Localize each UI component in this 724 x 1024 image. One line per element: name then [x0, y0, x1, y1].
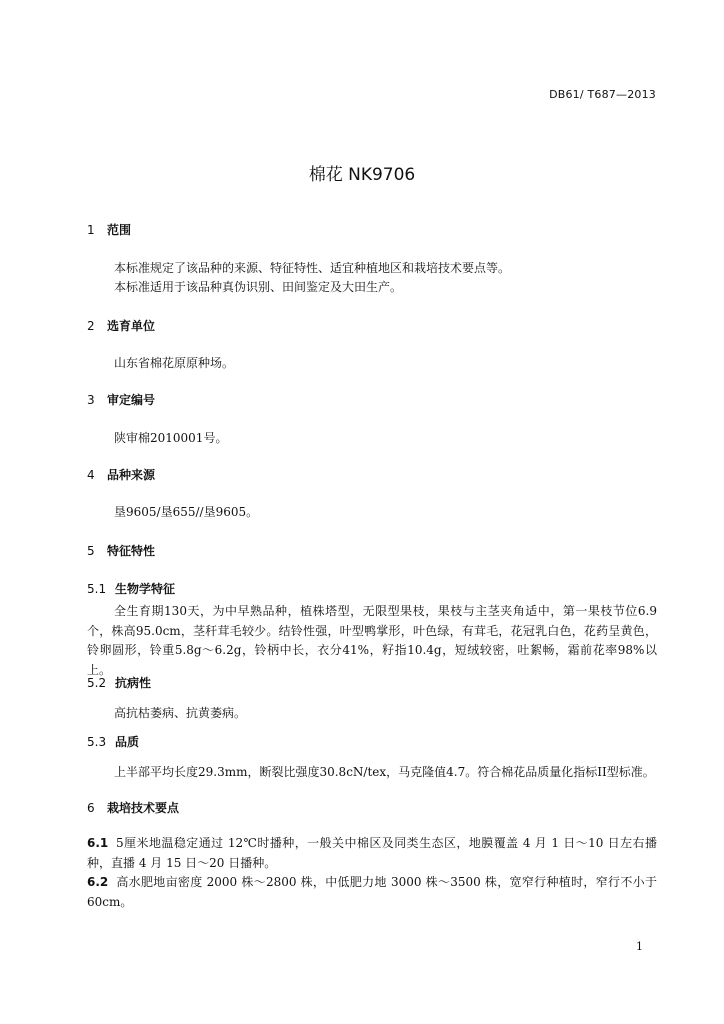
clause-number: 6.2: [87, 875, 109, 889]
paragraph: 山东省棉花原原种场。: [114, 356, 235, 370]
section-title: 生物学特征: [115, 582, 176, 596]
section-heading-approval-number: [87, 391, 155, 408]
section-heading-scope: [87, 221, 131, 238]
section-title: 审定编号: [107, 393, 156, 407]
section-title: 范围: [107, 223, 132, 237]
section-title: 特征特性: [107, 544, 156, 558]
page-title: 棉花 NK9706: [308, 165, 416, 185]
section-number: 5.3: [87, 735, 107, 749]
subsection-heading-disease-resistance: [87, 674, 151, 691]
page-number: 1: [636, 940, 643, 953]
paragraph-density: [87, 873, 657, 912]
section-title: 选育单位: [107, 319, 156, 333]
section-title: 品质: [115, 735, 140, 749]
paragraph: 本标准规定了该品种的来源、特征特性、适宜种植地区和栽培技术要点等。: [114, 261, 511, 275]
section-heading-origin: [87, 466, 155, 483]
paragraph: 本标准适用于该品种真伪识别、田间鉴定及大田生产。: [114, 280, 403, 294]
section-heading-cultivation: [87, 799, 179, 816]
section-title: 抗病性: [115, 676, 152, 690]
clause-text: 高水肥地亩密度 2000 株～2800 株，中低肥力地 3000 株～3500 株，宽窄行种植时，窄行不小于 60cm。: [87, 875, 657, 909]
paragraph: 陕审棉2010001号。: [114, 431, 228, 445]
paragraph: 垦9605/垦655//垦9605。: [114, 505, 259, 519]
subsection-heading-quality: [87, 733, 139, 750]
section-title: 品种来源: [107, 468, 156, 482]
section-heading-breeder: [87, 317, 155, 334]
clause-number: 6.1: [87, 836, 109, 850]
subsection-heading-biology: [87, 580, 175, 597]
paragraph: 上半部平均长度29.3mm，断裂比强度30.8cN/tex，马克隆值4.7。符合棉花品质量化指标II型标准。: [114, 765, 655, 779]
paragraph: 高抗枯萎病、抗黄萎病。: [114, 706, 247, 720]
section-number: 5.2: [87, 676, 107, 690]
section-title: 栽培技术要点: [107, 801, 180, 815]
clause-text: 5厘米地温稳定通过 12℃时播种，一般关中棉区及同类生态区，地膜覆盖 4 月 1 日～10 日左右播种，直播 4 月 15 日～20 日播种。: [87, 836, 657, 870]
section-number: 1: [87, 223, 95, 237]
document-number: DB61/ T687—2013: [549, 88, 656, 101]
section-number: 4: [87, 468, 95, 482]
section-number: 6: [87, 801, 95, 815]
section-number: 5: [87, 544, 95, 558]
section-heading-characteristics: [87, 542, 155, 559]
paragraph-biology: 全生育期130天，为中早熟品种，植株塔型，无限型果枝，果枝与主茎夹角适中，第一果枝节位6.9个，株高95.0cm，茎秆茸毛较少。结铃性强，叶型鸭掌形，叶色绿，有茸毛，花冠乳白色，花药呈黄色，铃卵圆形，铃重5.8g～6.2g，铃柄中长，衣分41%，籽指10.4g，短绒较密，吐絮畅，霜前花率98%以上。: [87, 604, 657, 677]
section-number: 2: [87, 319, 95, 333]
section-number: 3: [87, 393, 95, 407]
paragraph-sowing: [87, 834, 657, 873]
section-number: 5.1: [87, 582, 107, 596]
